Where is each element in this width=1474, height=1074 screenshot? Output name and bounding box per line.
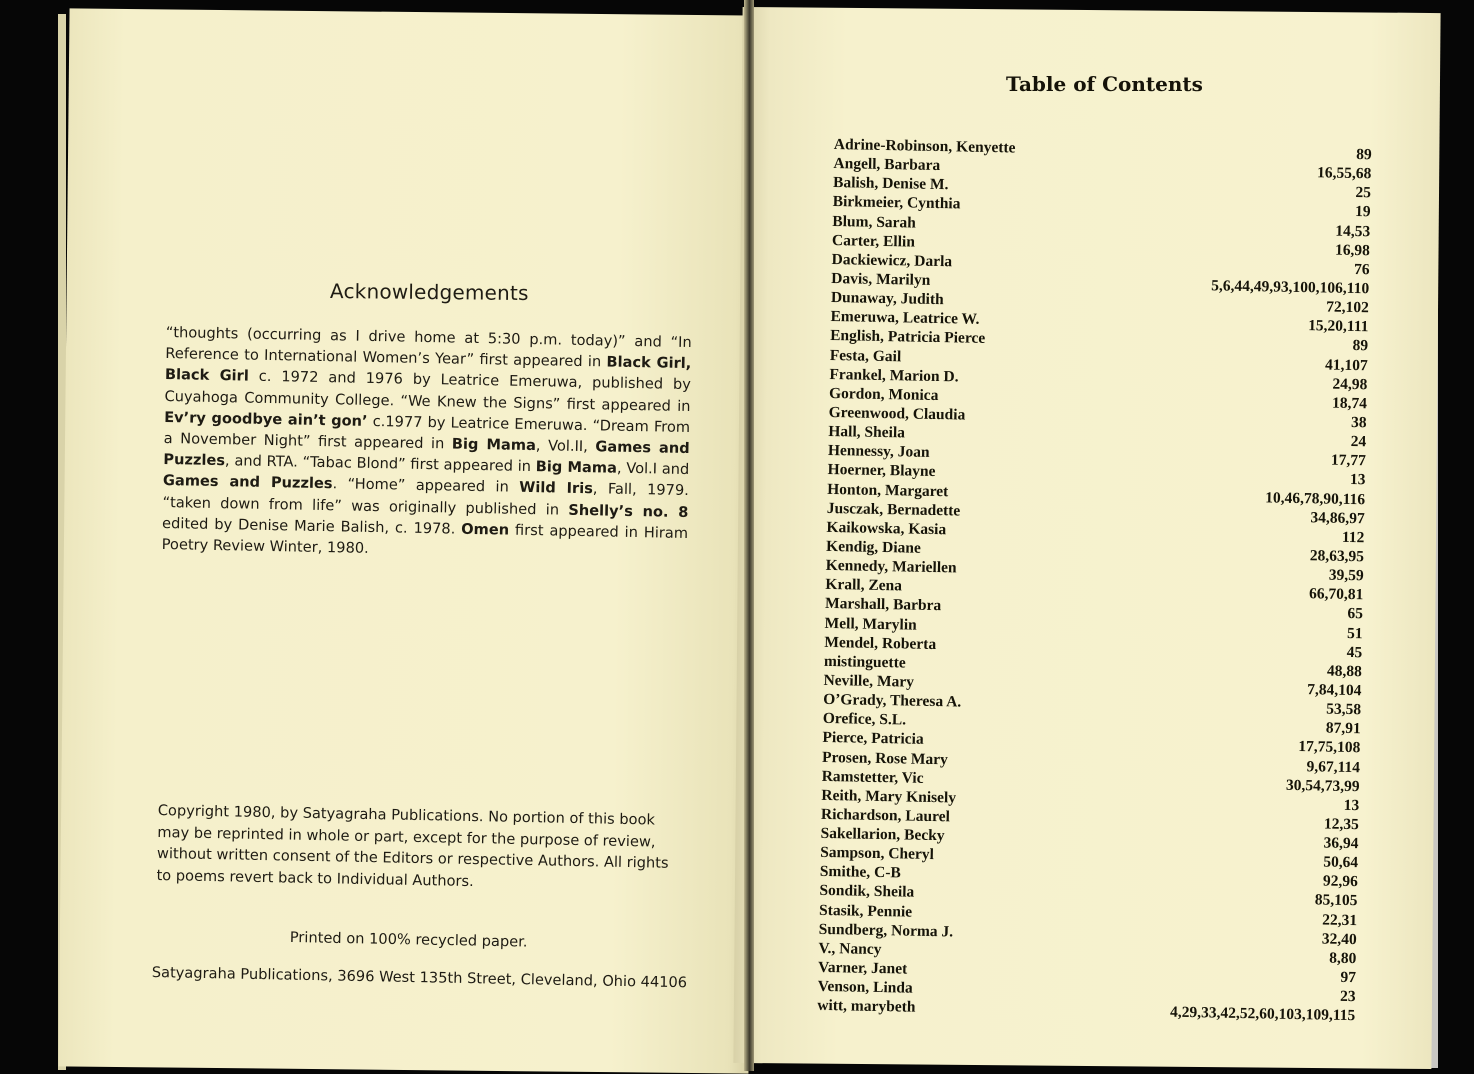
toc-page-numbers: 51 xyxy=(1346,624,1363,642)
toc-page-numbers: 22,31 xyxy=(1322,911,1358,929)
toc-page-numbers: 17,75,108 xyxy=(1298,738,1361,757)
ack-text-run: . “Home” appeared in xyxy=(332,475,520,497)
toc-page-numbers: 10,46,78,90,116 xyxy=(1265,488,1366,508)
ack-bold-title: Wild Iris xyxy=(519,479,594,498)
toc-author-name: Davis, Marilyn xyxy=(831,269,931,289)
toc-page-numbers: 89 xyxy=(1356,146,1372,164)
toc-page-numbers: 25 xyxy=(1355,184,1372,202)
toc-page-numbers: 38 xyxy=(1350,413,1367,432)
toc-page-numbers: 16,98 xyxy=(1334,241,1371,260)
toc-page-numbers: 92,96 xyxy=(1322,872,1358,891)
toc-page-numbers: 13 xyxy=(1343,796,1360,814)
toc-author-name: Sakellarion, Becky xyxy=(820,824,945,845)
toc-page-numbers: 76 xyxy=(1353,260,1370,279)
toc-page-numbers: 14,53 xyxy=(1335,222,1371,240)
toc-author-name: Mendel, Roberta xyxy=(824,633,937,653)
toc-page-numbers: 41,107 xyxy=(1324,356,1368,374)
toc-page-numbers: 112 xyxy=(1341,528,1365,547)
toc-author-name: Stasik, Pennie xyxy=(818,901,913,921)
ack-bold-title: Big Mama xyxy=(451,435,537,455)
toc-author-name: Kaikowska, Kasia xyxy=(826,518,947,539)
toc-author-name: Birkmeier, Cynthia xyxy=(832,193,961,213)
table-of-contents-heading: Table of Contents xyxy=(1006,72,1203,96)
toc-page-numbers: 66,70,81 xyxy=(1308,585,1364,604)
toc-page-numbers: 36,94 xyxy=(1323,834,1359,853)
toc-author-name: Marshall, Barbra xyxy=(824,595,942,615)
toc-author-name: Dunaway, Judith xyxy=(830,289,944,309)
toc-page-numbers: 28,63,95 xyxy=(1309,547,1365,566)
ack-text-run: “thoughts (occurring as I drive home at 5:30 p.m. today)” and “In Reference to International Women’s Year” first appeared in xyxy=(165,323,692,371)
toc-author-name: Ramstetter, Vic xyxy=(821,767,924,787)
toc-author-name: Frankel, Marion D. xyxy=(829,365,959,386)
ack-text-run: , Fall, 1979. “taken down from life” was originally published in xyxy=(162,480,689,519)
ack-bold-title: Shelly’s no. 8 xyxy=(568,501,689,521)
toc-page-numbers: 5,6,44,49,93,100,106,110 xyxy=(1211,277,1370,298)
toc-page-numbers: 53,58 xyxy=(1326,700,1362,719)
book-gutter xyxy=(744,0,754,1071)
ack-bold-title: Omen xyxy=(461,520,510,539)
toc-author-name: Adrine-Robinson, Kenyette xyxy=(833,136,1016,157)
toc-author-name: Balish, Denise M. xyxy=(832,174,949,194)
toc-author-name: Pierce, Patricia xyxy=(822,729,924,749)
toc-page-numbers: 30,54,73,99 xyxy=(1285,776,1360,795)
toc-author-name: Mell, Marylin xyxy=(824,614,917,634)
ack-text-run: , Vol.II, xyxy=(535,437,596,456)
ack-text-run: edited by Denise Marie Balish, c. 1978. xyxy=(161,514,462,538)
toc-author-name: Angell, Barbara xyxy=(833,155,941,175)
toc-author-name: Hennessy, Joan xyxy=(827,442,930,462)
toc-page-numbers: 24 xyxy=(1350,433,1367,451)
toc-author-name: V., Nancy xyxy=(818,939,882,958)
toc-page-numbers: 97 xyxy=(1340,968,1357,987)
toc-author-name: English, Patricia Pierce xyxy=(829,327,986,348)
toc-author-name: witt, marybeth xyxy=(817,997,916,1017)
toc-author-name: Varner, Janet xyxy=(817,958,908,978)
toc-page-numbers: 45 xyxy=(1346,643,1363,661)
toc-page-numbers: 17,77 xyxy=(1330,451,1367,470)
toc-page-numbers: 48,88 xyxy=(1326,662,1362,681)
toc-author-name: Sampson, Cheryl xyxy=(820,844,935,864)
toc-author-name: mistinguette xyxy=(823,652,906,672)
ack-text-run: first appeared in Hiram Poetry Review Winter, 1980. xyxy=(161,521,689,557)
toc-author-name: Greenwood, Claudia xyxy=(828,403,966,424)
toc-author-name: Sondik, Sheila xyxy=(819,882,915,902)
acknowledgements-paragraph xyxy=(162,322,692,565)
toc-page-numbers: 19 xyxy=(1354,203,1371,221)
toc-page-numbers: 34,86,97 xyxy=(1310,508,1365,527)
toc-page-numbers: 4,29,33,42,52,60,103,109,115 xyxy=(1169,1003,1356,1025)
ack-bold-title: Games and Puzzles xyxy=(162,472,333,493)
toc-page-numbers: 9,67,114 xyxy=(1306,757,1361,776)
toc-page-numbers: 72,102 xyxy=(1326,298,1369,317)
toc-page-numbers: 89 xyxy=(1352,337,1369,355)
publisher-address: Satyagraha Publications, 3696 West 135th Street, Cleveland, Ohio 44106 xyxy=(151,964,688,992)
toc-author-name: Gordon, Monica xyxy=(828,384,939,404)
toc-page-numbers: 39,59 xyxy=(1328,566,1364,585)
ack-bold-title: Ev’ry goodbye ain’t gon’ xyxy=(164,408,368,430)
toc-page-numbers: 87,91 xyxy=(1325,719,1361,738)
copyright-notice: Copyright 1980, by Satyagraha Publications. No portion of this book may be reprinted in whole or part, except for the purpose of review, without written consent of the Editors or respective Authors. All rights to poems revert back to Individual Authors. xyxy=(156,801,669,890)
toc-page-numbers: 23 xyxy=(1339,988,1356,1006)
toc-author-name: Prosen, Rose Mary xyxy=(821,748,949,768)
toc-author-name: Venson, Linda xyxy=(817,978,913,997)
toc-author-name: Emeruwa, Leatrice W. xyxy=(830,308,980,329)
toc-author-name: O’Grady, Theresa A. xyxy=(823,690,962,711)
toc-page-numbers: 18,74 xyxy=(1331,394,1368,413)
toc-author-name: Honton, Margaret xyxy=(827,480,949,500)
toc-author-name: Blum, Sarah xyxy=(832,212,917,232)
toc-author-name: Kendig, Diane xyxy=(825,537,922,557)
ack-bold-title: Big Mama xyxy=(535,458,618,477)
toc-page-numbers: 7,84,104 xyxy=(1307,681,1362,700)
toc-page-numbers: 8,80 xyxy=(1329,949,1357,968)
ack-text-run: , Vol.I and xyxy=(616,459,690,479)
toc-author-name: Dackiewicz, Darla xyxy=(831,250,953,271)
toc-author-name: Sundberg, Norma J. xyxy=(818,920,954,941)
toc-page-numbers: 12,35 xyxy=(1323,815,1360,834)
toc-author-name: Kennedy, Mariellen xyxy=(825,557,957,577)
toc-author-name: Krall, Zena xyxy=(825,576,903,595)
ack-bold-title: Games and Puzzles xyxy=(163,438,690,470)
toc-author-name: Orefice, S.L. xyxy=(822,710,907,729)
toc-page-numbers: 24,98 xyxy=(1332,375,1368,393)
toc-author-name: Smithe, C-B xyxy=(819,863,901,882)
toc-page-numbers: 32,40 xyxy=(1321,930,1357,948)
toc-page-numbers: 50,64 xyxy=(1323,853,1359,872)
toc-author-name: Carter, Ellin xyxy=(831,231,916,251)
table-of-contents-list xyxy=(817,136,1372,1027)
recycled-paper-note: Printed on 100% recycled paper. xyxy=(289,929,528,951)
toc-author-name: Neville, Mary xyxy=(823,671,915,691)
ack-text-run: , and RTA. “Tabac Blond” first appeared in xyxy=(224,452,536,476)
toc-page-numbers: 65 xyxy=(1347,605,1364,623)
ack-text-run: c. 1972 and 1976 by Leatrice Emeruwa, published by Cuyahoga Community College. “We Knew the Signs” first appeared in xyxy=(164,368,692,415)
toc-author-name: Hoerner, Blayne xyxy=(827,461,936,481)
toc-author-name: Jusczak, Bernadette xyxy=(826,499,961,520)
toc-author-name: Festa, Gail xyxy=(829,346,902,365)
acknowledgements-heading: Acknowledgements xyxy=(329,278,529,306)
toc-page-numbers: 85,105 xyxy=(1314,891,1358,910)
toc-author-name: Hall, Sheila xyxy=(828,423,906,442)
toc-author-name: Reith, Mary Knisely xyxy=(821,786,957,807)
toc-page-numbers: 13 xyxy=(1349,471,1366,489)
ack-bold-title: Black Girl, Black Girl xyxy=(164,353,692,386)
toc-page-numbers: 15,20,111 xyxy=(1307,317,1369,336)
ack-text-run: c.1977 by Leatrice Emeruwa. “Dream From a November Night” first appeared in xyxy=(163,412,691,453)
toc-page-numbers: 16,55,68 xyxy=(1316,164,1372,183)
toc-author-name: Richardson, Laurel xyxy=(820,805,951,826)
